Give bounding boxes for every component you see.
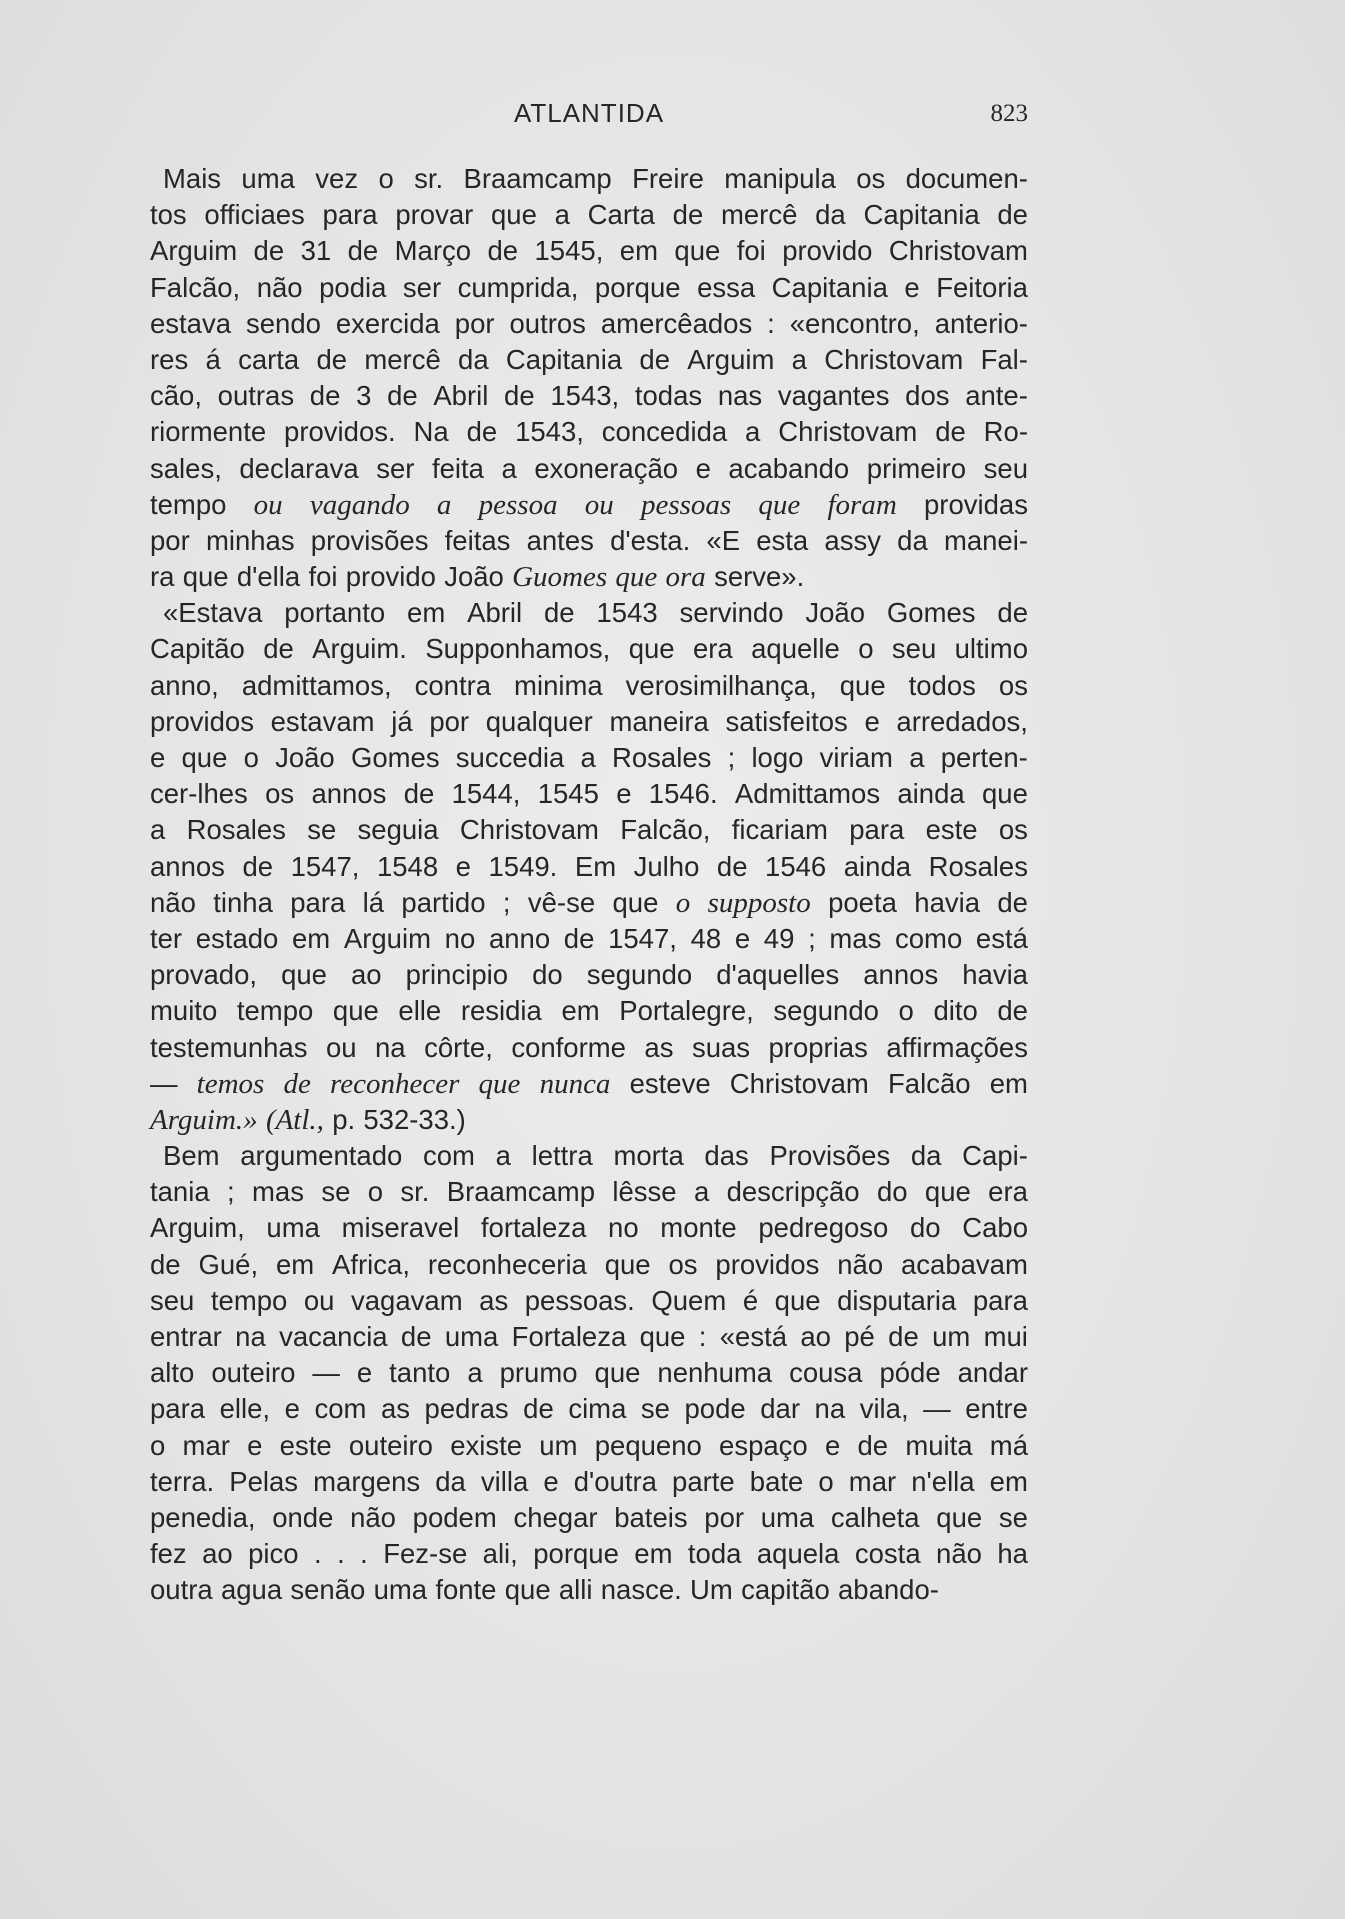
text-line: entrar na vacancia de uma Fortaleza que : «está ao pé de um mui [150, 1321, 1028, 1352]
text-line: tania ; mas se o sr. Braamcamp lêsse a descripção do que era [150, 1176, 1028, 1208]
text-line: por minhas provisões feitas antes d'esta. «E esta assy da manei- [150, 524, 1028, 556]
text-line: estava sendo exercida por outros amercêados : «encontro, anterio- [150, 307, 1028, 339]
page-header [150, 98, 1028, 138]
text-line: Capitão de Arguim. Supponhamos, que era aquelle o seu ultimo [150, 633, 1028, 665]
text-line: não tinha para lá partido ; vê-se que o supposto poeta havia de [150, 886, 1028, 919]
text-line: para elle, e com as pedras de cima se pode dar na vila, — entre [150, 1393, 1028, 1425]
running-title: ATLANTIDA [513, 98, 665, 128]
text-line: terra. Pelas margens da villa e d'outra parte bate o mar n'ella em [150, 1465, 1028, 1497]
text-line: Mais uma vez o sr. Braamcamp Freire manipula os documen- [163, 163, 1028, 194]
text-line: Falcão, não podia ser cumprida, porque essa Capitania e Feitoria [150, 271, 1028, 303]
text-line: muito tempo que elle residia em Portalegre, segundo o dito de [150, 995, 1028, 1027]
text-line: tos officiaes para provar que a Carta de mercê da Capitania de [150, 199, 1028, 231]
text-line: de Gué, em Africa, reconheceria que os providos não acabavam [150, 1248, 1028, 1280]
text-line: e que o João Gomes succedia a Rosales ; logo viriam a perten- [150, 742, 1028, 773]
text-line: cão, outras de 3 de Abril de 1543, todas nas vagantes dos ante- [150, 380, 1028, 412]
page-body-text [150, 161, 1028, 1609]
text-line: — temos de reconhecer que nunca esteve Christovam Falcão em [150, 1067, 1028, 1100]
text-line: anno, admittamos, contra minima verosimilhança, que todos os [150, 669, 1028, 701]
text-line: outra agua senão uma fonte que alli nasce. Um capitão abando- [150, 1574, 939, 1606]
text-line: ter estado em Arguim no anno de 1547, 48 e 49 ; mas como está [150, 922, 1028, 954]
text-line: Bem argumentado com a lettra morta das Provisões da Capi- [163, 1140, 1028, 1172]
text-line: provado, que ao principio do segundo d'aquelles annos havia [150, 959, 1028, 991]
text-line: o mar e este outeiro existe um pequeno espaço e de muita má [150, 1429, 1028, 1461]
text-line: Arguim.» (Atl., p. 532-33.) [150, 1103, 466, 1136]
text-line: sales, declarava ser feita a exoneração e acabando primeiro seu [150, 452, 1028, 484]
text-line: alto outeiro — e tanto a prumo que nenhuma cousa póde andar [150, 1357, 1028, 1389]
text-line: Arguim, uma miseravel fortaleza no monte pedregoso do Cabo [150, 1212, 1028, 1244]
text-line: «Estava portanto em Abril de 1543 servindo João Gomes de [163, 597, 1028, 629]
text-line: penedia, onde não podem chegar bateis por uma calheta que se [150, 1501, 1028, 1533]
text-line: testemunhas ou na côrte, conforme as suas proprias affirmações [150, 1031, 1028, 1063]
text-line: annos de 1547, 1548 e 1549. Em Julho de 1546 ainda Rosales [150, 850, 1028, 882]
text-line: cer-lhes os annos de 1544, 1545 e 1546. Admittamos ainda que [150, 778, 1028, 810]
text-line: ra que d'ella foi provido João Guomes que ora serve». [150, 561, 805, 594]
text-line: fez ao pico . . . Fez-se ali, porque em toda aquela costa não ha [150, 1538, 1028, 1570]
text-line: res á carta de mercê da Capitania de Arguim a Christovam Fal- [150, 343, 1028, 375]
page-number: 823 [990, 100, 1028, 127]
text-line: a Rosales se seguia Christovam Falcão, ficariam para este os [150, 814, 1028, 846]
text-line: Arguim de 31 de Março de 1545, em que foi provido Christovam [150, 235, 1028, 267]
text-line: seu tempo ou vagavam as pessoas. Quem é que disputaria para [150, 1284, 1028, 1316]
text-line: riormente providos. Na de 1543, concedida a Christovam de Ro- [150, 416, 1028, 448]
text-line: tempo ou vagando a pessoa ou pessoas que foram providas [150, 488, 1028, 521]
text-line: providos estavam já por qualquer maneira satisfeitos e arredados, [150, 705, 1028, 737]
